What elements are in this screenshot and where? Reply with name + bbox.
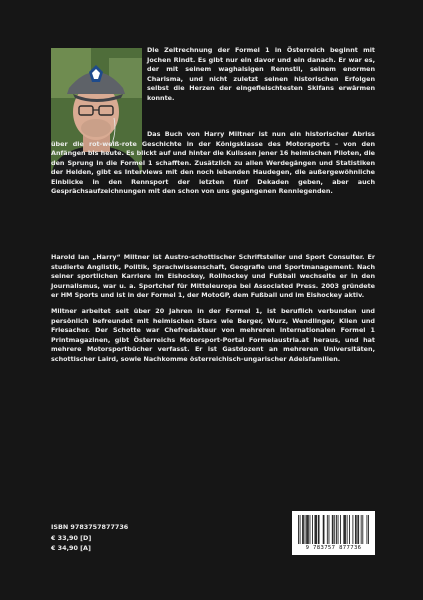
barcode-bar bbox=[323, 515, 324, 544]
barcode-bars bbox=[298, 515, 369, 544]
price-germany: € 33,90 [D] bbox=[51, 533, 92, 542]
isbn-barcode bbox=[292, 511, 375, 555]
barcode-bar bbox=[334, 515, 335, 544]
barcode-bar bbox=[298, 515, 299, 544]
barcode-bar bbox=[352, 515, 353, 544]
barcode-bar bbox=[344, 515, 345, 544]
barcode-bar bbox=[345, 515, 346, 544]
barcode-bar bbox=[324, 515, 325, 544]
barcode-bar bbox=[315, 515, 316, 544]
barcode-bar bbox=[368, 515, 369, 544]
barcode-bar bbox=[300, 515, 301, 544]
barcode-bar bbox=[358, 515, 359, 544]
barcode-bar bbox=[305, 515, 306, 544]
barcode-bar bbox=[310, 515, 311, 544]
intro-paragraph: Die Zeitrechnung der Formel 1 in Österreich beginnt mit Jochen Rindt. Es gibt nur ein davor und ein danach. Er war es, der mit seinem waghalsigen Rennstil, seinem enormen Charisma, und nicht zuletzt seinen historischen Erfolgen selbst die Herzen der eingefleischtesten Skifans erwärmen konnte. bbox=[147, 46, 375, 102]
barcode-bar bbox=[315, 515, 316, 544]
barcode-bar bbox=[327, 515, 328, 544]
barcode-bar bbox=[349, 515, 350, 544]
barcode-digits: 9 783757 877736 bbox=[305, 545, 362, 551]
barcode-bar bbox=[333, 515, 334, 544]
author-career-paragraph: Miltner arbeitet seit über 20 Jahren in der Formel 1, ist beruflich verbunden und persönlich befreundet mit heimischen Stars wie Berger, Wurz, Wendlinger, Klien und Friesacher. Der Schotte war Chefredakteur von mehreren internationalen Formel 1 Printmagazinen, gibt Österreichs Motorsport-Portal Formelaustria.at heraus, und hat mehrere Motorsportbücher verfasst. Er ist Gastdozent an mehreren Universitäten, schottischer Laird, sowie Nachkomme österreichisch-ungarischer Adelsfamilien. bbox=[51, 307, 375, 363]
barcode-bar bbox=[340, 515, 341, 544]
barcode-bar bbox=[302, 515, 303, 544]
price-austria: € 34,90 [A] bbox=[51, 544, 91, 552]
barcode-bar bbox=[316, 515, 317, 544]
isbn-label: ISBN 9783757877736 bbox=[51, 523, 129, 531]
barcode-bar bbox=[338, 515, 339, 544]
barcode-bar bbox=[318, 515, 319, 544]
barcode-bar bbox=[312, 515, 313, 544]
barcode-bar bbox=[332, 515, 333, 544]
barcode-bar bbox=[361, 515, 362, 544]
author-bio-paragraph: Harold Ian „Harry“ Miltner ist Austro-schottischer Schriftsteller und Sport Consulter. Er studierte Anglistik, Politik, Sprachwissenschaft, Geografie und Sportmanagement. Nach seiner sportlichen Karriere im Eishockey, Rollhockey und Fußball wechselte er in den Journalismus, war u. a. Sportchef für Mitteleuropa bei Associated Press. 2003 gründete er HM Sports und ist in der Formel 1, der MotoGP, dem Fußball und im Eishockey aktiv. bbox=[51, 253, 375, 300]
barcode-bar bbox=[355, 515, 356, 544]
barcode-bar bbox=[306, 515, 307, 544]
book-description-paragraph: Das Buch von Harry Miltner ist nun ein historischer Abriss über die rot-weiß-rote Geschichte in der Königsklasse des Motorsports – von den Anfängen bis heute. Es blickt auf und hinter die Kulissen jener 16 heimischen Piloten, die den Sprung in die Formel 1 schafften. Zusätzlich zu allen Werdegängen und Statistiken der Helden, gibt es Interviews mit den noch lebenden Haudegen, die außergewöhnliche Einblicke in den Rennsport der letzten fünf Dekaden geben, aber auch Gesprächsaufzeichnungen mit den schon von uns gegangenen Rennlegenden. bbox=[51, 130, 375, 196]
barcode-bar bbox=[319, 515, 320, 544]
barcode-bar bbox=[307, 515, 308, 544]
barcode-bar bbox=[303, 515, 304, 544]
barcode-bar bbox=[329, 515, 330, 544]
barcode-bar bbox=[356, 515, 357, 544]
barcode-bar bbox=[362, 515, 363, 544]
barcode-bar bbox=[367, 515, 368, 544]
barcode-bar bbox=[357, 515, 358, 544]
barcode-bar bbox=[343, 515, 344, 544]
barcode-bar bbox=[347, 515, 348, 544]
barcode-bar bbox=[336, 515, 337, 544]
barcode-bar bbox=[308, 515, 309, 544]
price-block bbox=[51, 522, 201, 554]
